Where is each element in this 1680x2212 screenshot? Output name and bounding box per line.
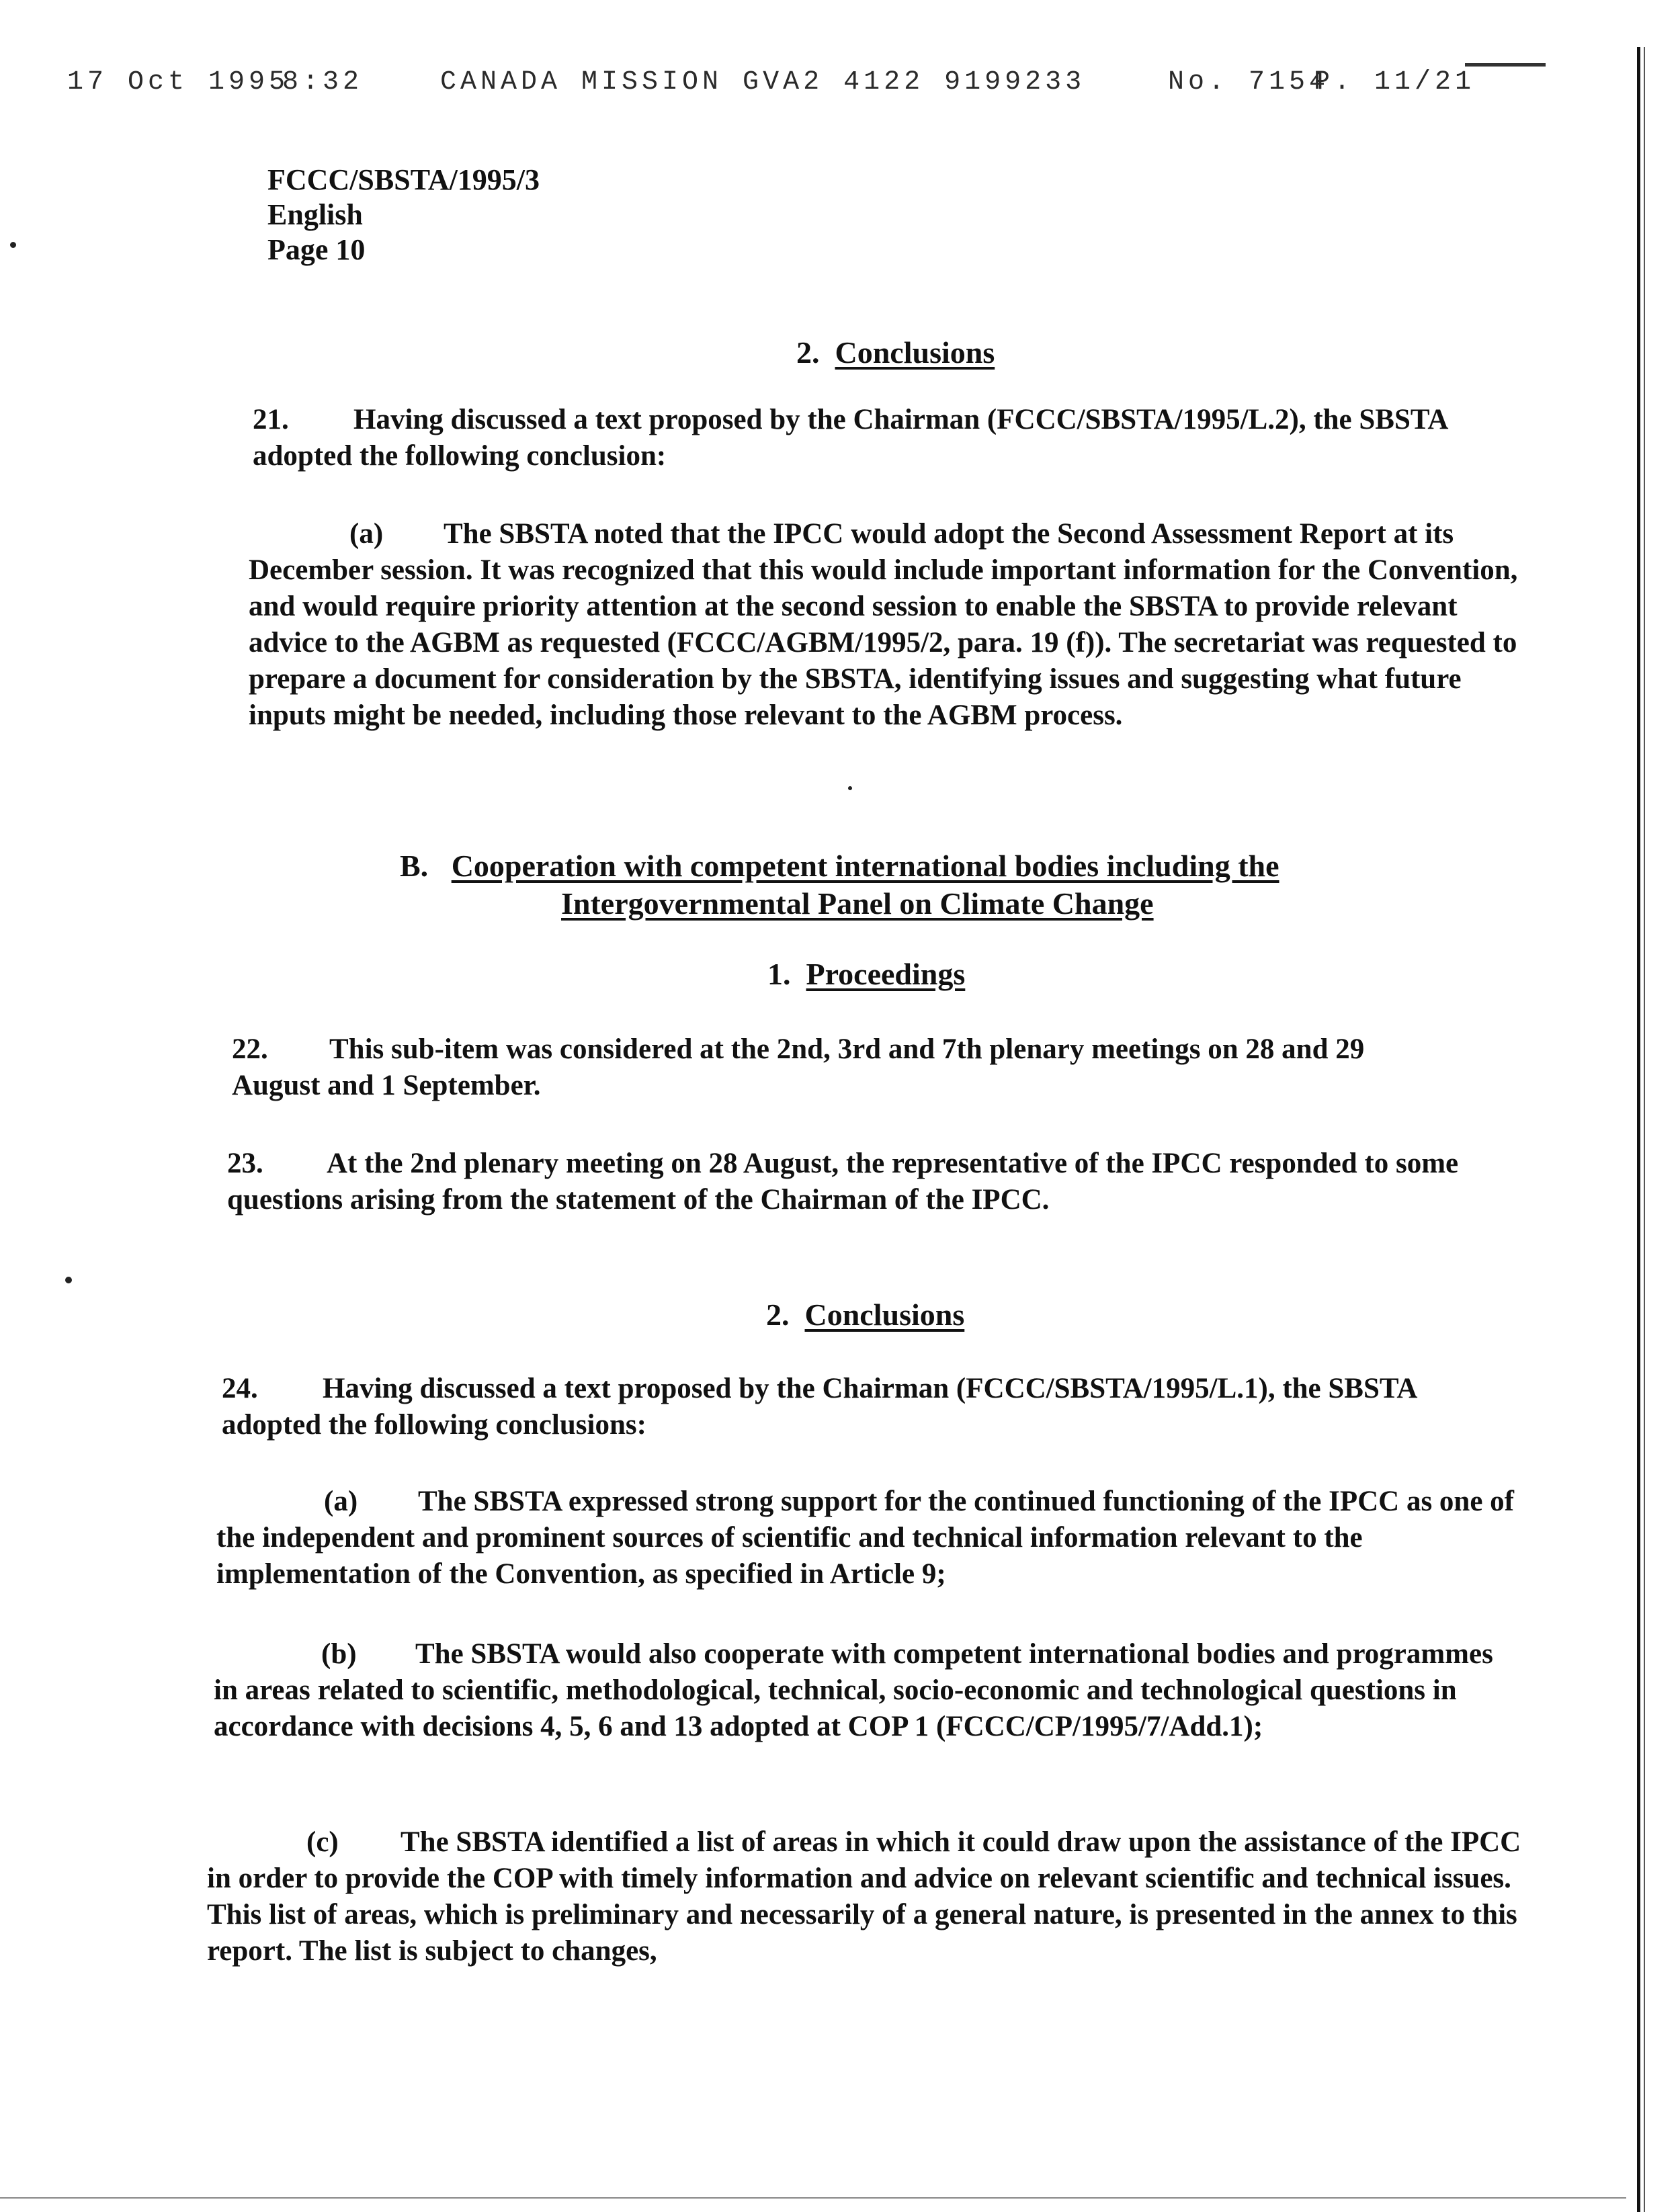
paragraph-24	[222, 1371, 1458, 1443]
paragraph-24-c	[207, 1824, 1538, 1969]
scan-edge-line	[1637, 47, 1640, 2212]
fax-number: No. 7154	[1168, 67, 1330, 97]
subparagraph-label: (b)	[321, 1638, 357, 1670]
fax-header-mark	[1465, 63, 1546, 67]
paragraph-24-b	[214, 1636, 1524, 1745]
subparagraph-label: (a)	[349, 518, 384, 550]
section-heading-conclusions-b	[766, 1297, 964, 1332]
section-heading-proceedings	[767, 956, 965, 992]
section-letter: B.	[400, 849, 429, 883]
fax-date: 17 Oct 1995	[67, 67, 290, 97]
paragraph-text: At the 2nd plenary meeting on 28 August, the representative of the IPCC responded to some questions arising from the statement of the Chairman of the IPCC.	[227, 1148, 1459, 1216]
heading-title: Proceedings	[806, 957, 966, 991]
paragraph-text: Having discussed a text proposed by the Chairman (FCCC/SBSTA/1995/L.2), the SBSTA adopted the following conclusion:	[253, 404, 1447, 472]
document-symbol: FCCC/SBSTA/1995/3	[267, 163, 540, 196]
section-title-line2: Intergovernmental Panel on Climate Change	[561, 886, 1154, 921]
paragraph-23	[227, 1146, 1512, 1218]
heading-number: 2.	[766, 1298, 790, 1332]
subparagraph-text: The SBSTA identified a list of areas in which it could draw upon the assistance of the IPCC in order to provide the COP with timely information and advice on relevant scientific and technical issues. This list of areas, which is preliminary and necessarily of a general nature, is presented in the annex to this report. The list is subject to changes,	[207, 1826, 1521, 1967]
document-language: English	[267, 198, 363, 231]
fax-page: P. 11/21	[1314, 67, 1476, 97]
page-number: Page 10	[267, 233, 366, 266]
subparagraph-text: The SBSTA expressed strong support for the continued functioning of the IPCC as one of the independent and prominent sources of scientific and technical information relevant to the implementation of the Convention, as specified in Article 9;	[216, 1486, 1514, 1590]
subparagraph-label: (c)	[306, 1826, 339, 1858]
heading-number: 1.	[767, 957, 791, 991]
scan-bottom-line	[0, 2197, 1626, 2199]
fax-time: 8:32	[282, 67, 364, 97]
section-heading-conclusions-a	[796, 335, 995, 370]
scan-edge-line	[1644, 47, 1645, 2212]
paragraph-21-a	[249, 516, 1536, 734]
heading-title: Conclusions	[804, 1298, 965, 1332]
paragraph-number: 21.	[253, 404, 289, 435]
section-b-heading	[400, 848, 1394, 884]
fax-sender: CANADA MISSION GVA2 4122 9199233	[440, 67, 1086, 97]
paragraph-number: 23.	[227, 1148, 263, 1179]
subparagraph-text: The SBSTA would also cooperate with competent international bodies and programmes in areas related to scientific, methodological, technical, socio-economic and technological questions in accordance with decisions 4, 5, 6 and 13 adopted at COP 1 (FCCC/CP/1995/7/Add.1);	[214, 1638, 1493, 1742]
paragraph-text: This sub-item was considered at the 2nd, 3rd and 7th plenary meetings on 28 and 29 August and 1 September.	[232, 1033, 1365, 1101]
paragraph-number: 24.	[222, 1373, 258, 1404]
scan-speck	[10, 242, 16, 248]
section-b-heading-line2	[561, 886, 1154, 921]
subparagraph-text: The SBSTA noted that the IPCC would adopt the Second Assessment Report at its December session. It was recognized that this would include important information for the Convention, and would require priority attention at the second session to enable the SBSTA to provide relevant advice to the AGBM as requested (FCCC/AGBM/1995/2, para. 19 (f)). The secretariat was requested to prepare a document for consideration by the SBSTA, identifying issues and suggesting what future inputs might be needed, including those relevant to the AGBM process.	[249, 518, 1518, 731]
scan-speck	[848, 786, 852, 790]
paragraph-text: Having discussed a text proposed by the Chairman (FCCC/SBSTA/1995/L.1), the SBSTA adopted the following conclusions:	[222, 1373, 1417, 1441]
paragraph-number: 22.	[232, 1033, 268, 1065]
scan-speck	[65, 1277, 72, 1283]
paragraph-24-a	[216, 1484, 1527, 1592]
section-title-line1: Cooperation with competent international bodies including the	[451, 849, 1279, 883]
heading-title: Conclusions	[835, 335, 995, 370]
paragraph-21	[253, 402, 1486, 474]
heading-number: 2.	[796, 335, 820, 370]
subparagraph-label: (a)	[324, 1486, 358, 1517]
paragraph-22	[232, 1031, 1374, 1104]
